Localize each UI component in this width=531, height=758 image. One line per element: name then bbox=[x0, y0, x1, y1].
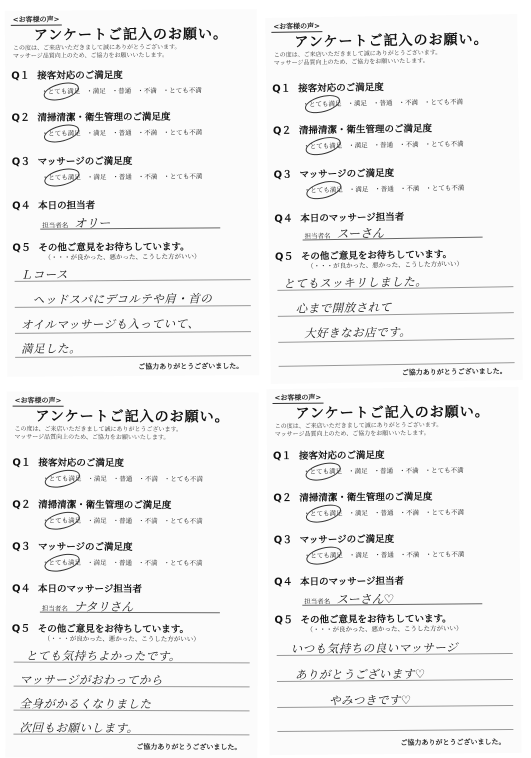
option-satisfied[interactable]: ・満足 bbox=[348, 467, 368, 476]
option-dissatisfied[interactable]: ・不満 bbox=[399, 140, 419, 149]
customer-voice-badge: <お客様の声> bbox=[271, 21, 322, 33]
thanks-text: ご協力ありがとうございました。 bbox=[400, 738, 506, 747]
option-very-dissatisfied[interactable]: ・とても不満 bbox=[424, 508, 465, 517]
option-dissatisfied[interactable]: ・不満 bbox=[137, 172, 158, 181]
handwritten-comment: Ｌコース bbox=[20, 267, 69, 282]
question-3: Q３ マッサージのご満足度 bbox=[12, 541, 133, 554]
handwritten-comment: マッサージがおわってから bbox=[19, 672, 163, 688]
question-1: Q１ 接客対応のご満足度 bbox=[12, 457, 124, 469]
staff-name: スーさん♡ bbox=[336, 591, 395, 607]
option-dissatisfied[interactable]: ・不満 bbox=[138, 475, 158, 484]
question-5: Q５ その他ご意見をお待ちしています。 bbox=[274, 613, 452, 627]
q5-subtext: （・・・が良かった、悪かった、こうした方がいい） bbox=[44, 252, 201, 262]
option-very-satisfied[interactable]: ・とても満足 bbox=[42, 558, 82, 567]
question-1: Q１ 接客対応のご満足度 bbox=[11, 70, 123, 82]
selection-circle bbox=[304, 501, 343, 526]
question-2: Q２ 清掃清潔・衛生管理のご満足度 bbox=[272, 123, 433, 137]
option-satisfied[interactable]: ・満足 bbox=[86, 173, 107, 182]
option-very-satisfied[interactable]: ・とても満足 bbox=[303, 141, 343, 151]
option-very-satisfied[interactable]: ・とても満足 bbox=[303, 467, 343, 476]
option-very-dissatisfied[interactable]: ・とても不満 bbox=[163, 559, 203, 568]
option-satisfied[interactable]: ・満足 bbox=[348, 141, 368, 150]
question-5: Q５ その他ご意見をお待ちしています。 bbox=[12, 241, 190, 254]
option-very-dissatisfied[interactable]: ・とても不満 bbox=[423, 97, 464, 107]
staff-name: ナタリさん bbox=[73, 599, 134, 615]
option-normal[interactable]: ・普通 bbox=[111, 87, 132, 96]
question-2: Q２ 清掃清潔・衛生管理のご満足度 bbox=[273, 491, 433, 505]
handwritten-comment: ヘッドスパにデコルテや肩・首の bbox=[32, 291, 213, 307]
selection-circle bbox=[303, 92, 342, 117]
option-normal[interactable]: ・普通 bbox=[373, 467, 394, 476]
customer-voice-badge: <お客様の声> bbox=[272, 393, 323, 404]
option-very-satisfied[interactable]: ・とても満足 bbox=[303, 185, 343, 195]
handwritten-comment: やみつきです♡ bbox=[329, 692, 412, 708]
intro-text: この度は、ご来店いただきまして誠にありがとうございます。 マッサージ品質向上のため、ご協力をお願いいたします。 bbox=[273, 49, 442, 67]
option-normal[interactable]: ・普通 bbox=[112, 516, 133, 526]
question-5: Q５ その他ご意見をお待ちしています。 bbox=[274, 249, 453, 263]
customer-voice-badge: <お客様の声> bbox=[13, 396, 64, 407]
option-very-dissatisfied[interactable]: ・とても不満 bbox=[162, 86, 202, 95]
option-very-dissatisfied[interactable]: ・とても不満 bbox=[163, 128, 203, 137]
option-very-satisfied[interactable]: ・とても満足 bbox=[41, 129, 81, 138]
survey-sheet-2 bbox=[265, 14, 523, 384]
option-satisfied[interactable]: ・満足 bbox=[87, 558, 107, 567]
staff-field: 担当者名 オリー bbox=[42, 216, 111, 231]
option-dissatisfied[interactable]: ・不満 bbox=[137, 128, 158, 137]
question-1: Q１ 接客対応のご満足度 bbox=[272, 450, 385, 463]
option-normal[interactable]: ・普通 bbox=[112, 129, 132, 138]
question-2: Q２ 清掃清潔・衛生管理のご満足度 bbox=[12, 499, 172, 512]
q5-subtext: （・・・が良かった、悪かった、こうした方がいい） bbox=[306, 259, 464, 271]
q5-subtext: （・・・が良かった、悪かった、こうした方がいい） bbox=[306, 624, 463, 634]
intro-text: この度は、ご来店いただきまして誠にありがとうございます。 マッサージ品質向上のため、ご協力をお願いいたします。 bbox=[12, 43, 181, 60]
handwritten-comment: とても気持ちよかったです。 bbox=[25, 648, 181, 664]
selection-circle bbox=[42, 165, 81, 189]
handwritten-comment: 心まで開放されて bbox=[295, 300, 392, 316]
option-normal[interactable]: ・普通 bbox=[373, 141, 394, 150]
question-2: Q２ 清掃清潔・衛生管理のご満足度 bbox=[11, 111, 171, 124]
survey-sheet-4 bbox=[266, 387, 521, 755]
survey-sheet-3 bbox=[5, 392, 258, 758]
option-very-dissatisfied[interactable]: ・とても不満 bbox=[425, 183, 465, 193]
option-very-satisfied[interactable]: ・とても満足 bbox=[41, 87, 81, 96]
handwritten-comment: 大好きなお店です。 bbox=[303, 324, 412, 341]
option-dissatisfied[interactable]: ・不満 bbox=[137, 86, 157, 95]
ruled-line bbox=[277, 729, 513, 732]
intro-text: この度は、ご来店いただきまして誠にありがとうございます。 マッサージ品質向上のため、ご協力をお願いいたします。 bbox=[274, 421, 443, 439]
option-normal[interactable]: ・普通 bbox=[374, 551, 394, 560]
option-dissatisfied[interactable]: ・不満 bbox=[399, 550, 420, 559]
option-satisfied[interactable]: ・満足 bbox=[347, 99, 368, 108]
option-very-satisfied[interactable]: ・とても満足 bbox=[303, 551, 343, 560]
option-normal[interactable]: ・普通 bbox=[372, 99, 393, 108]
survey-title: アンケートご記入のお願い。 bbox=[35, 408, 230, 426]
handwritten-comment: ありがとうございます♡ bbox=[294, 666, 426, 682]
option-very-dissatisfied[interactable]: ・とても不満 bbox=[424, 139, 464, 149]
question-5: Q５ その他ご意見をお待ちしています。 bbox=[11, 623, 190, 636]
staff-name: オリー bbox=[74, 216, 111, 231]
option-normal[interactable]: ・普通 bbox=[374, 185, 394, 194]
staff-name: スーさん bbox=[336, 226, 385, 241]
option-satisfied[interactable]: ・満足 bbox=[87, 516, 107, 525]
survey-sheet-1 bbox=[5, 9, 260, 377]
customer-voice-badge: <お客様の声> bbox=[11, 14, 62, 25]
option-dissatisfied[interactable]: ・不満 bbox=[399, 184, 420, 193]
q5-subtext: （・・・が良かった、悪かった、こうした方がいい） bbox=[43, 634, 200, 644]
option-satisfied[interactable]: ・満足 bbox=[348, 185, 369, 194]
selection-circle bbox=[304, 543, 343, 568]
thanks-text: ご協力ありがとうございました。 bbox=[136, 743, 242, 752]
option-dissatisfied[interactable]: ・不満 bbox=[138, 517, 158, 526]
question-3: Q３ マッサージのご満足度 bbox=[11, 155, 133, 168]
handwritten-comment: オイルマッサージも入っていて、 bbox=[20, 316, 200, 332]
question-3: Q３ マッサージのご満足度 bbox=[273, 533, 395, 547]
staff-underline bbox=[40, 227, 220, 229]
option-satisfied[interactable]: ・満足 bbox=[87, 474, 107, 483]
option-normal[interactable]: ・普通 bbox=[112, 474, 133, 484]
option-satisfied[interactable]: ・満足 bbox=[348, 509, 369, 518]
option-normal[interactable]: ・普通 bbox=[112, 173, 132, 182]
thanks-text: ご協力ありがとうございました。 bbox=[401, 367, 507, 377]
option-very-dissatisfied[interactable]: ・とても不満 bbox=[424, 466, 464, 475]
option-normal[interactable]: ・普通 bbox=[373, 509, 394, 518]
staff-field: 担当者名 スーさん bbox=[304, 226, 385, 241]
option-satisfied[interactable]: ・満足 bbox=[86, 129, 107, 138]
option-dissatisfied[interactable]: ・不満 bbox=[138, 559, 158, 568]
thanks-text: ご協力ありがとうございました。 bbox=[138, 362, 244, 371]
selection-circle bbox=[43, 467, 82, 491]
handwritten-comment: 次回もお願いします。 bbox=[19, 720, 139, 736]
selection-circle bbox=[43, 551, 82, 575]
survey-title: アンケートご記入のお願い。 bbox=[33, 26, 229, 44]
staff-field: 担当者名 スーさん♡ bbox=[304, 591, 395, 607]
question-1: Q１ 接客対応のご満足度 bbox=[272, 82, 384, 95]
selection-circle bbox=[304, 459, 343, 484]
selection-circle bbox=[304, 178, 343, 203]
question-4: Q４ 本日のマッサージ担当者 bbox=[274, 575, 405, 589]
option-very-dissatisfied[interactable]: ・とても不満 bbox=[163, 475, 203, 484]
intro-text: この度は、ご来店いただきまして誠にありがとうございます。 マッサージ品質向上のため、ご協力をお願いいたします。 bbox=[14, 425, 183, 442]
survey-title: アンケートご記入のお願い。 bbox=[294, 31, 489, 51]
option-very-satisfied[interactable]: ・とても満足 bbox=[42, 474, 82, 483]
handwritten-comment: とてもスッキリしました。 bbox=[283, 274, 428, 291]
option-dissatisfied[interactable]: ・不満 bbox=[399, 466, 419, 475]
option-very-dissatisfied[interactable]: ・とても不満 bbox=[163, 517, 203, 526]
selection-circle bbox=[304, 134, 343, 159]
option-satisfied[interactable]: ・満足 bbox=[348, 551, 369, 560]
option-very-satisfied[interactable]: ・とても満足 bbox=[302, 99, 342, 109]
selection-circle bbox=[43, 509, 82, 533]
option-dissatisfied[interactable]: ・不満 bbox=[399, 508, 420, 517]
question-4: Q４ 本日のマッサージ担当者 bbox=[11, 583, 142, 596]
handwritten-comment: 満足した。 bbox=[21, 341, 82, 356]
staff-field: 担当者名 ナタリさん bbox=[41, 599, 134, 615]
option-dissatisfied[interactable]: ・不満 bbox=[398, 98, 419, 107]
handwritten-comment: いつも気持ちの良いマッサージ bbox=[290, 640, 459, 656]
handwritten-comment: 全身がかるくなりました bbox=[19, 696, 152, 712]
question-4: Q４ 本日の担当者 bbox=[12, 200, 96, 212]
question-3: Q３ マッサージのご満足度 bbox=[273, 167, 395, 181]
option-very-satisfied[interactable]: ・とても満足 bbox=[42, 516, 82, 525]
option-normal[interactable]: ・普通 bbox=[112, 558, 133, 568]
option-very-dissatisfied[interactable]: ・とても不満 bbox=[425, 550, 465, 559]
option-satisfied[interactable]: ・満足 bbox=[86, 87, 106, 96]
selection-circle bbox=[42, 121, 81, 145]
selection-circle bbox=[42, 79, 81, 103]
question-4: Q４ 本日のマッサージ担当者 bbox=[274, 211, 405, 225]
option-very-dissatisfied[interactable]: ・とても不満 bbox=[163, 172, 203, 181]
option-very-satisfied[interactable]: ・とても満足 bbox=[41, 173, 81, 182]
survey-title: アンケートご記入のお願い。 bbox=[295, 404, 490, 422]
option-very-satisfied[interactable]: ・とても満足 bbox=[303, 509, 343, 518]
